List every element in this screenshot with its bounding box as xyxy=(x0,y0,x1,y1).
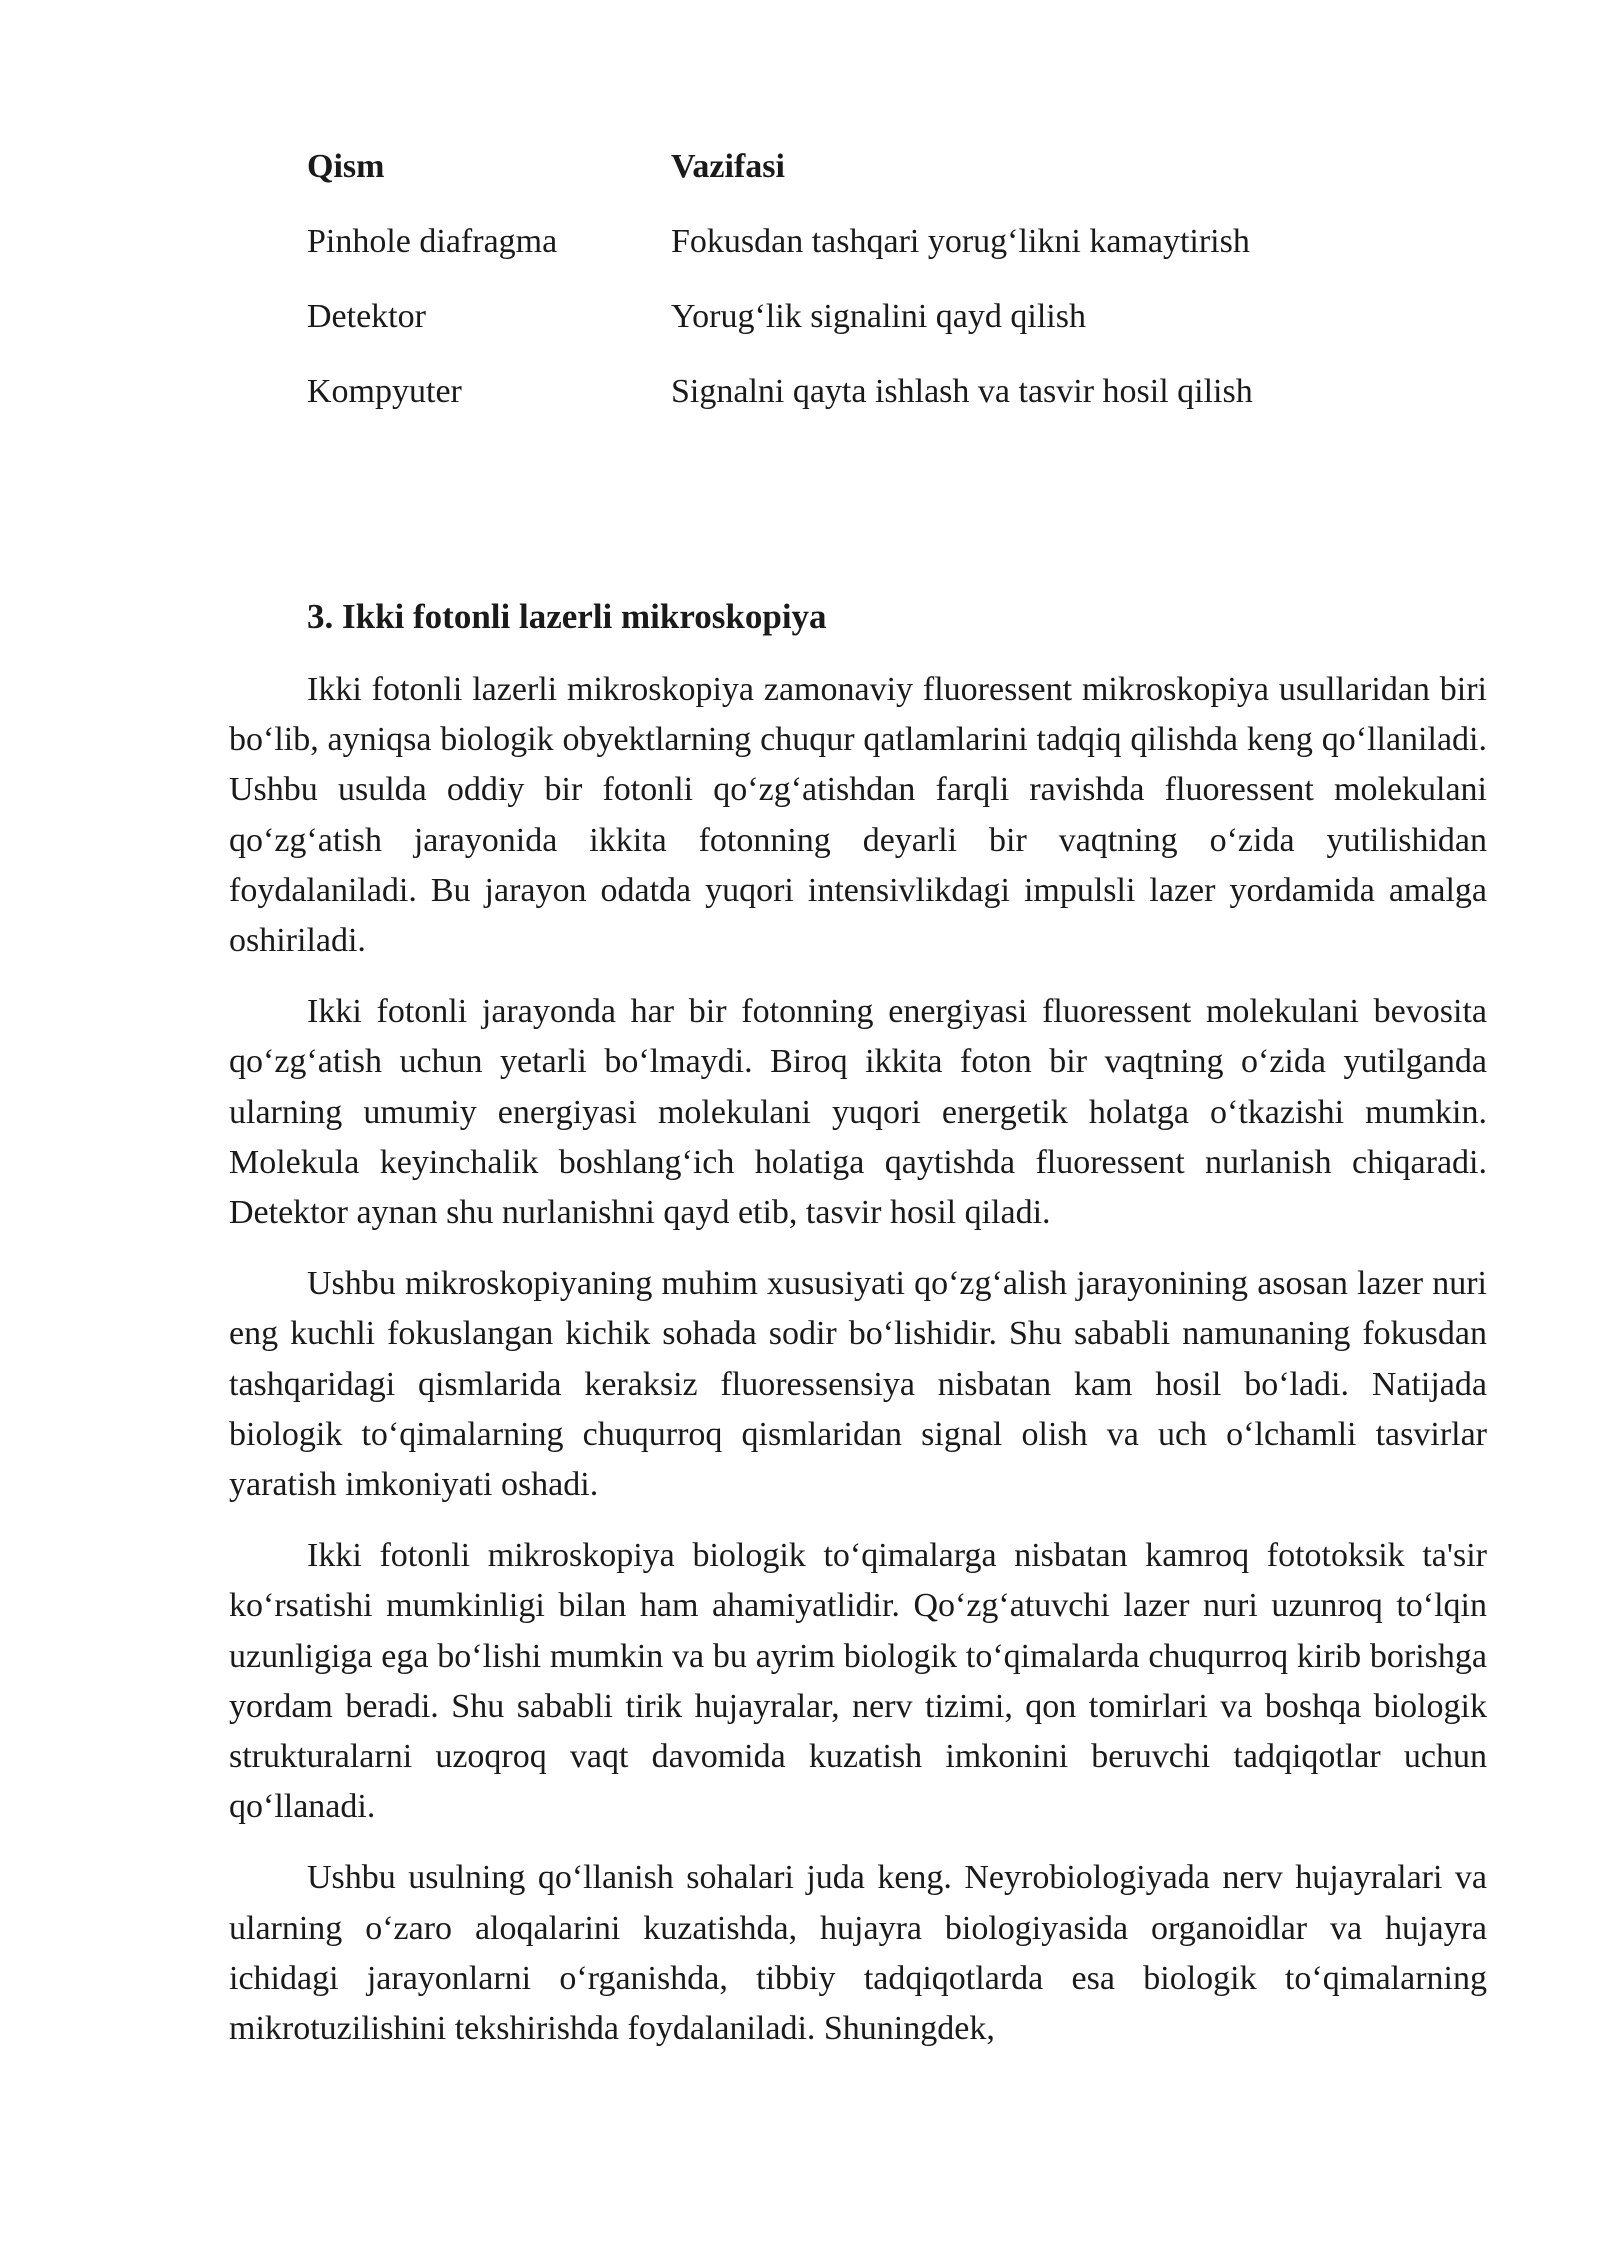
table-header-part: Qism xyxy=(307,148,385,185)
table-row xyxy=(307,298,1253,373)
paragraph: Ushbu usulning qo‘llanish sohalari juda keng. Neyrobiologiyada nerv hujayralari va ularning o‘zaro aloqalarini kuzatishda, hujayra biologiyasida organoidlar va hujayra ichidagi jarayonlarni o‘rganishda, tibbiy tadqiqotlarda esa biologik to‘qimalarning mikrotuzilishini tekshirishda foydalaniladi. Shuningdek, xyxy=(229,1859,1487,2048)
table-cell-function: Signalni qayta ishlash va tasvir hosil qilish xyxy=(671,373,1253,410)
table-cell-part: Detektor xyxy=(307,298,426,335)
table-cell-function: Yorug‘lik signalini qayd qilish xyxy=(671,298,1086,335)
table-header-function: Vazifasi xyxy=(671,148,785,185)
paragraph: Ikki fotonli mikroskopiya biologik to‘qimalarga nisbatan kamroq fototoksik ta's‌ir ko‘rsatishi mumkinligi bilan ham ahamiyatlidir. Qo‘zg‘atuvchi lazer nuri uzunroq to‘lqin uzunligiga ega bo‘lishi mumkin va bu ayrim biologik to‘qimalarda chuqurroq kirib borishga yordam beradi. Shu sababli tirik hujayralar, nerv tizimi, qon tomirlari va boshqa biologik strukturalarni uzoqroq vaqt davomida kuzatish imkonini beruvchi tadqiqotlar uchun qo‘llanadi. xyxy=(229,1537,1487,1826)
table-cell-part: Kompyuter xyxy=(307,373,462,410)
table-row xyxy=(307,373,1253,448)
table-row xyxy=(307,223,1253,298)
paragraph: Ushbu mikroskopiyaning muhim xususiyati qo‘zg‘alish jarayonining asosan lazer nuri eng kuchli fokuslangan kichik sohada sodir bo‘lishidir. Shu sababli namunaning fokusdan tashqaridagi qismlarida keraksiz fluoressensiya nisbatan kam hosil bo‘ladi. Natijada biologik to‘qimalarning chuqurroq qismlaridan signal olish va uch o‘lchamli tasvirlar yaratish imkoniyati oshadi. xyxy=(229,1265,1487,1504)
table-cell-part: Pinhole diafragma xyxy=(307,223,558,260)
table-cell-function: Fokusdan tashqari yorug‘likni kamaytirish xyxy=(671,223,1250,260)
section-heading: 3. Ikki fotonli lazerli mikroskopiya xyxy=(307,597,827,636)
section-body xyxy=(229,665,1487,2075)
table-header-row xyxy=(307,148,1253,223)
paragraph: Ikki fotonli lazerli mikroskopiya zamonaviy fluoressent mikroskopiya usullaridan biri bo‘lib, ayniqsa biologik obyektlarning chuqur qatlamlarini tadqiq qilishda keng qo‘llaniladi. Ushbu usulda oddiy bir fotonli qo‘zg‘atishdan farqli ravishda fluoressent molekulani qo‘zg‘atish jarayonida ikkita fotonning deyarli bir vaqtning o‘zida yutilishidan foydalaniladi. Bu jarayon odatda yuqori intensivlikdagi impulsli lazer yordamida amalga oshiriladi. xyxy=(229,671,1487,960)
paragraph: Ikki fotonli jarayonda har bir fotonning energiyasi fluoressent molekulani bevosita qo‘zg‘atish uchun yetarli bo‘lmaydi. Biroq ikkita foton bir vaqtning o‘zida yutilganda ularning umumiy energiyasi molekulani yuqori energetik holatga o‘tkazishi mumkin. Molekula keyinchalik boshlang‘ich holatiga qaytishda fluoressent nurlanish chiqaradi. Detektor aynan shu nurlanishni qayd etib, tasvir hosil qiladi. xyxy=(229,993,1487,1232)
parts-function-table xyxy=(307,148,1253,448)
